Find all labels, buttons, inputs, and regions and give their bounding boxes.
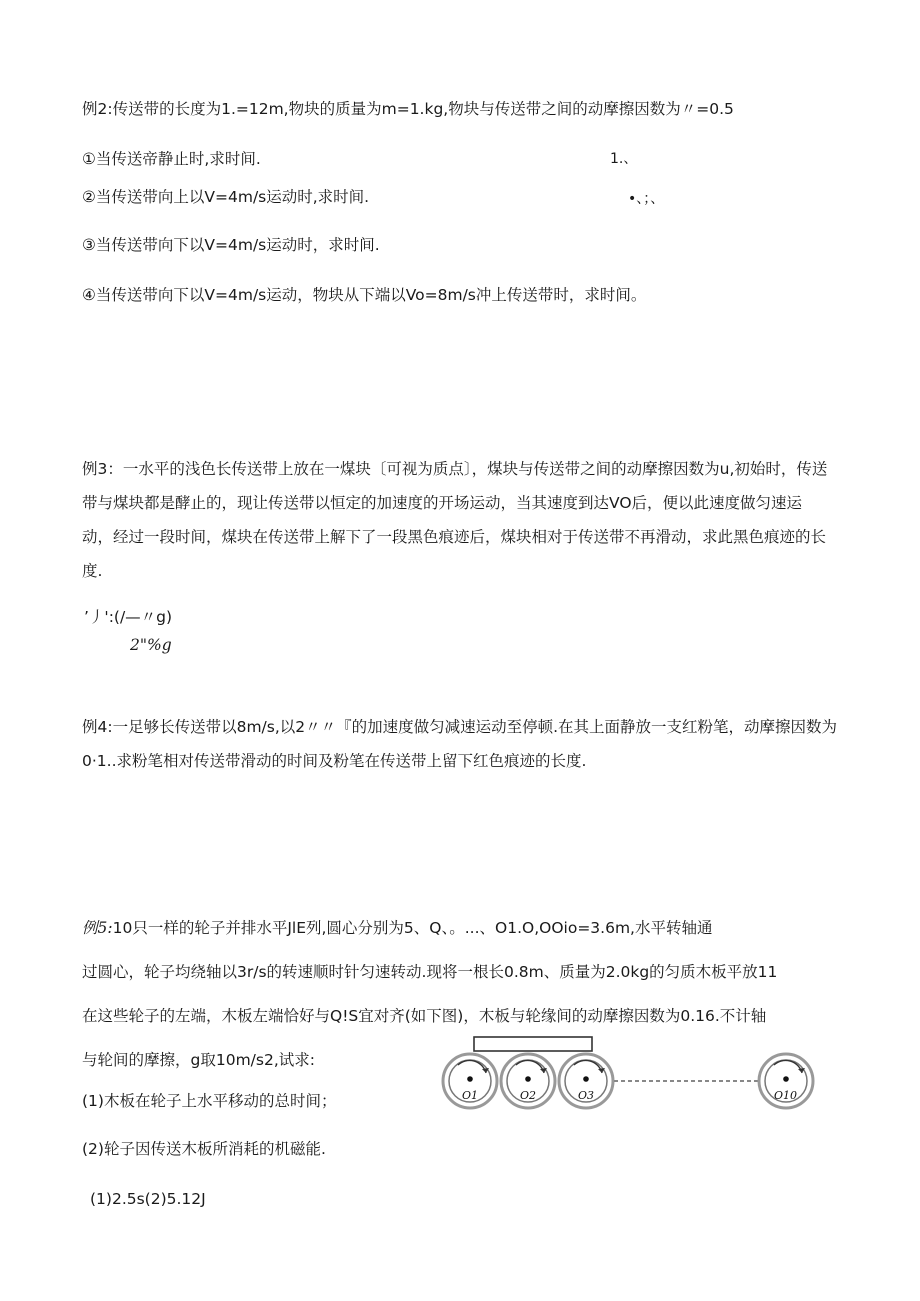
ex3-line: 带与煤块都是酵止的，现让传送带以恒定的加速度的开场运动，当其速度到达VO后，便以此速度做匀速运 xyxy=(82,494,803,512)
ex5-line: 过圆心，轮子均绕轴以3r/s的转速顺时针匀速转动.现将一根长0.8m、质量为2.0kg的匀质木板平放11 xyxy=(82,963,778,981)
plank xyxy=(474,1037,592,1051)
ex2-title: 例2:传送带的长度为1.=12m,物块的质量为m=1.kg,物块与传送带之间的动摩擦因数为〃=0.5 xyxy=(82,100,734,118)
ex4-problem xyxy=(82,710,842,778)
wheel-o3 xyxy=(559,1054,613,1108)
ex2-question-4: ④当传送带向下以V=4m/s运动，物块从下端以Vo=8m/s冲上传送带时，求时间。 xyxy=(82,286,647,304)
ex3-formula-top: ’丿':(/—〃g) xyxy=(84,608,173,626)
ex5-answer: (1)2.5s(2)5.12J xyxy=(90,1190,206,1208)
wheel-label: O1 xyxy=(462,1089,479,1102)
ex2-question-1: ①当传送帝静止时,求时间. xyxy=(82,150,261,168)
ex3-formula-bottom: 2"%g xyxy=(130,636,172,654)
ex5-question-2: (2)轮子因传送木板所消耗的机磁能. xyxy=(82,1140,326,1158)
ex3-problem xyxy=(82,452,842,588)
ex5-line xyxy=(82,906,842,950)
wheel-label: O10 xyxy=(774,1089,798,1102)
ex4-line: 0·1..求粉笔相对传送带滑动的时间及粉笔在传送带上留下红色痕迹的长度. xyxy=(82,752,587,770)
ex3-line: 动，经过一段时间，煤块在传送带上解下了一段黑色痕迹后，煤块相对于传送带不再滑动，求此黑色痕迹的长 xyxy=(82,528,827,546)
ex2-question-3: ③当传送带向下以V=4m/s运动时，求时间. xyxy=(82,236,380,254)
wheel-o2 xyxy=(501,1054,555,1108)
wheel-label: O3 xyxy=(578,1089,595,1102)
wheel-label: O2 xyxy=(520,1089,537,1102)
ex4-line: 例4:一足够长传送带以8m/s,以2〃〃『的加速度做匀减速运动至停顿.在其上面静放一支红粉笔，动摩擦因数为 xyxy=(82,718,838,736)
ex5-line: 与轮间的摩擦，g取10m/s2,试求: xyxy=(82,1051,315,1069)
ex3-line: 度. xyxy=(82,562,103,580)
ex5-question-1: (1)木板在轮子上水平移动的总时间； xyxy=(82,1092,337,1110)
ex2-question-2: ②当传送带向上以V=4m/s运动时,求时间. xyxy=(82,188,370,206)
ex3-line: 例3：一水平的浅色长传送带上放在一煤块〔可视为质点〕，煤块与传送带之间的动摩擦因数为u,初始时，传送 xyxy=(82,460,828,478)
ex2-side-note-1: 1.、 xyxy=(610,151,638,167)
ex5-line-text: 10只一样的轮子并排水平JlE列,圆心分别为5、Q、。...、O1.O,OOio=3.6m,水平转轴通 xyxy=(112,919,713,937)
wheels-figure xyxy=(440,1035,820,1113)
wheel-o10 xyxy=(759,1054,813,1108)
wheel-o1 xyxy=(443,1054,497,1108)
ex2-side-note-2: •、；、 xyxy=(628,191,665,207)
ex5-line: 在这些轮子的左端，木板左端恰好与Q!S宜对齐(如下图)，木板与轮缘间的动摩擦因数为0.16.不计轴 xyxy=(82,1007,767,1025)
ex5-label: 例5: xyxy=(82,919,113,937)
